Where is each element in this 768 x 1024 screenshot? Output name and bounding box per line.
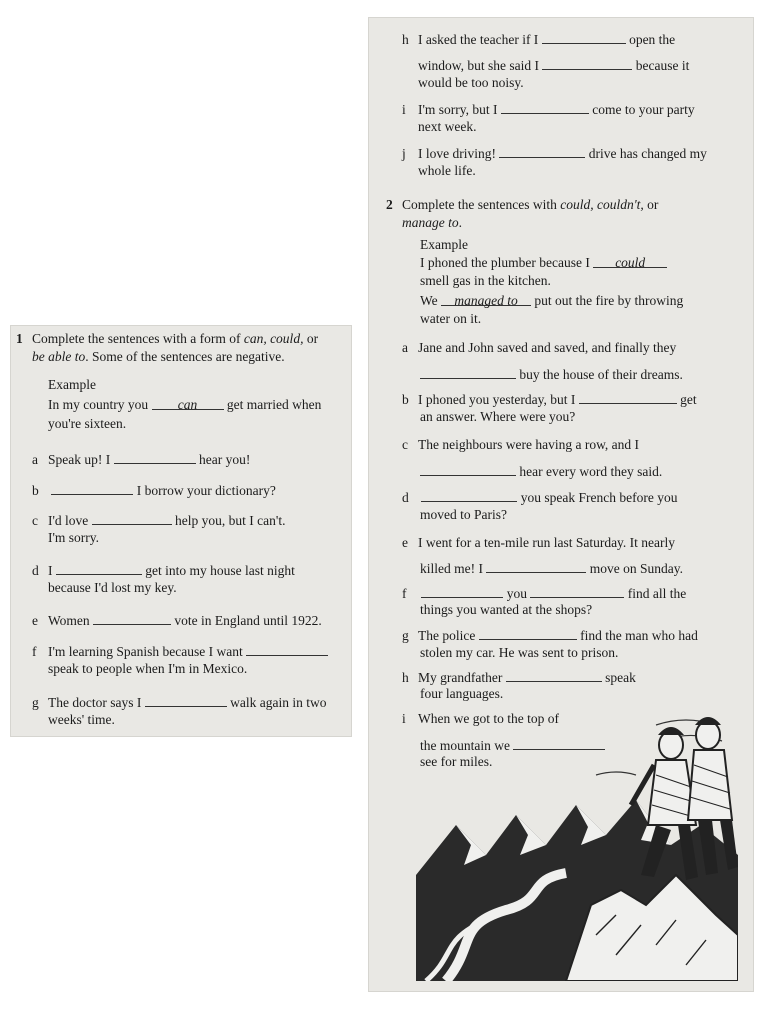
answer-blank[interactable] xyxy=(530,585,624,598)
item-g-line2: weeks' time. xyxy=(48,712,115,727)
answer-blank[interactable] xyxy=(56,562,142,575)
answer-blank[interactable] xyxy=(420,366,516,379)
answer-blank[interactable] xyxy=(420,463,516,476)
exercise-1-heading-line2: be able to. Some of the sentences are negative. xyxy=(32,349,285,364)
item-d-line2: because I'd lost my key. xyxy=(48,580,177,595)
answer-blank[interactable] xyxy=(145,694,227,707)
example-2-line4: water on it. xyxy=(420,311,482,326)
item-2b: b I phoned you yesterday, but I get xyxy=(402,392,697,407)
item-2f-line2: things you wanted at the shops? xyxy=(420,602,593,617)
item-c: c I'd love help you, but I can't. xyxy=(32,513,286,528)
answer-blank[interactable] xyxy=(499,145,585,158)
example-label: Example xyxy=(48,377,96,392)
item-2i-line2: the mountain we xyxy=(420,737,605,754)
exercise-1-number: 1 xyxy=(16,331,23,346)
item-2g-line2: stolen my car. He was sent to prison. xyxy=(420,645,619,660)
item-b: b I borrow your dictionary? xyxy=(32,483,276,498)
left-page xyxy=(10,325,352,737)
exercise-2-heading: Complete the sentences with could, couldn't, or xyxy=(402,197,659,212)
item-2i: i When we got to the top of xyxy=(402,711,559,726)
example-answer: can xyxy=(152,397,224,410)
item-2i-line3: see for miles. xyxy=(420,754,493,769)
example-2-line2: smell gas in the kitchen. xyxy=(420,273,551,288)
item-g: g The doctor says I walk again in two xyxy=(32,695,327,710)
answer-blank[interactable] xyxy=(542,57,632,70)
item-2e: e I went for a ten-mile run last Saturday. It nearly xyxy=(402,535,676,550)
answer-blank[interactable] xyxy=(479,627,577,640)
item-2d-line2: moved to Paris? xyxy=(420,507,507,522)
mountain-climbers-illustration xyxy=(416,705,738,981)
answer-blank[interactable] xyxy=(579,391,677,404)
item-a: a Speak up! I hear you! xyxy=(32,452,251,467)
answer-blank[interactable] xyxy=(506,669,602,682)
example-label-2: Example xyxy=(420,237,468,252)
item-f: f I'm learning Spanish because I want xyxy=(32,643,328,660)
answer-blank[interactable] xyxy=(246,643,328,656)
example-2-answer-2: managed to xyxy=(441,293,531,306)
item-2h-line2: four languages. xyxy=(420,686,504,701)
item-h-1: h I asked the teacher if I open the xyxy=(402,32,676,47)
item-d: d I get into my house last night xyxy=(32,563,295,578)
item-2f: f you find all the xyxy=(402,586,687,601)
answer-blank[interactable] xyxy=(93,612,171,625)
example-2-line3: We managed to put out the fire by throwing xyxy=(420,293,684,308)
item-2g: g The police find the man who had xyxy=(402,628,698,643)
item-e: e Women vote in England until 1922. xyxy=(32,613,322,628)
exercise-1-heading: Complete the sentences with a form of can, could, or xyxy=(32,331,319,346)
exercise-2-number: 2 xyxy=(386,197,393,212)
example-2-answer: could xyxy=(593,255,667,268)
item-2c-line2: hear every word they said. xyxy=(420,463,662,480)
item-h-1-line3: would be too noisy. xyxy=(418,75,524,90)
item-2a-line2: buy the house of their dreams. xyxy=(420,366,683,383)
item-i-1-line2: next week. xyxy=(418,119,477,134)
answer-blank[interactable] xyxy=(114,451,196,464)
item-i-1: i I'm sorry, but I come to your party xyxy=(402,102,695,117)
answer-blank[interactable] xyxy=(486,560,586,573)
item-2e-line2: killed me! I move on Sunday. xyxy=(420,561,683,576)
answer-blank[interactable] xyxy=(501,101,589,114)
item-j-1: j I love driving! drive has changed my xyxy=(402,146,707,161)
exercise-2-heading-line2: manage to. xyxy=(402,215,462,230)
answer-blank[interactable] xyxy=(92,512,172,525)
item-j-1-line2: whole life. xyxy=(418,163,476,178)
item-c-line2: I'm sorry. xyxy=(48,530,100,545)
answer-blank[interactable] xyxy=(421,585,503,598)
item-2b-line2: an answer. Where were you? xyxy=(420,409,576,424)
example-line2: you're sixteen. xyxy=(48,416,127,431)
item-2d: d you speak French before you xyxy=(402,490,678,505)
answer-blank[interactable] xyxy=(421,489,517,502)
item-2h: h My grandfather speak xyxy=(402,670,636,685)
item-2a: a Jane and John saved and saved, and finally they xyxy=(402,340,677,355)
item-f-line2: speak to people when I'm in Mexico. xyxy=(48,661,248,676)
example-sentence: In my country you can get married when xyxy=(48,397,322,412)
answer-blank[interactable] xyxy=(51,482,133,495)
item-h-1-line2: window, but she said I because it xyxy=(418,58,690,73)
item-2c: c The neighbours were having a row, and I xyxy=(402,437,640,452)
answer-blank[interactable] xyxy=(542,31,626,44)
example-2-line1: I phoned the plumber because I could xyxy=(420,255,667,271)
right-page xyxy=(368,17,754,992)
